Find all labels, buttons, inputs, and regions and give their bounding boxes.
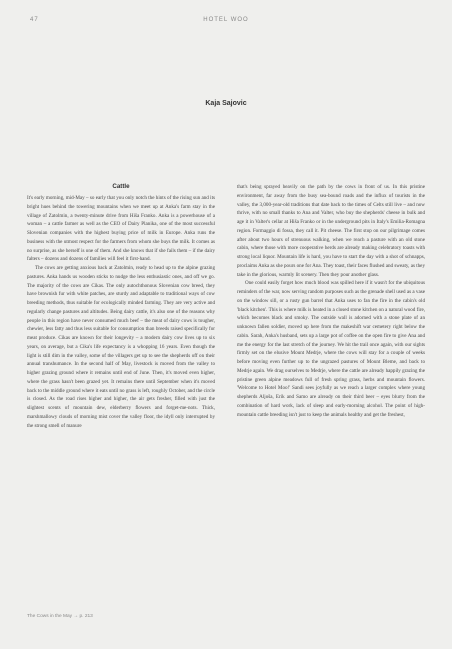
footer-note: The Cows in the May → p. 213 bbox=[27, 614, 93, 619]
section-title: Cattle bbox=[112, 183, 130, 190]
right-column bbox=[237, 183, 425, 608]
author-name: Kaja Sajovic bbox=[205, 100, 247, 107]
left-column bbox=[27, 183, 215, 608]
page-number: 47 bbox=[30, 17, 39, 23]
paragraph: It's early morning, mid-May – so early that you only notch the hints of the rising sun and its bright hues behind the towering mountains when we meet up at Anka's farm stay in the village of Zatolmin, a twenty-minute drive from Hiša Franko. Anka is a powerhouse of a woman – a cattle farmer as well as the CEO of Dairy Planika, one of the most successful Slovenian companies with the highest buying price of milk in Europe. Anka runs the business with the utmost respect for the farmers from whom she buys the milk. It comes as no surprise, as she herself is one of them. And she knows that if she fails them – if the dairy falters – dozens and dozens of families will feel it first-hand. bbox=[27, 195, 215, 263]
paragraph: The cows are getting anxious back at Zatolmin, ready to head up to the alpine grazing pastures. Anka hands us wooden sticks to nudge the less enthusiastic ones, and off we go. The majority of the cows are Cikas. The only autochthonous Slovenian cow breed, they have brownish fur with white patches, are sturdy and adaptable to traditional ways of cow breeding methods, thus suitable for ecologically minded farming. They are very active and regularly change pastures and altitudes. Being dairy cattle, it's also one of the reasons why people in this region have never consumed much beef – the meat of dairy cows is tougher, chewier, less fatty and thus less suitable for consumption than breeds raised specifically for meat produce. Cikas are known for their longevity – a modern dairy cow lives up to six years, on average, but a Cika's life expectancy is a whopping 16 years. Even though the light is still dim in the valley, some of the villagers get up to see the shepherds off on their annual transhumance. In the second half of May, livestock is moved from the valley to higher grazing ground where it remains until end of June. Then, it's moved even higher, where the grass hasn't been grazed yet. It remains there until September when it's moved back to the middle ground where it eats until no grass is left, roughly October, and the circle is closed. As the road rises higher and higher, the air gets fresher, filled with just the slightest scents of mountain dew, elderberry flowers and forget-me-nots. Thick, marshmallowy clouds of morning mist cover the valley floor, the idyll only interrupted by the strong smell of manure bbox=[27, 265, 215, 429]
paragraph: One could easily forget how much blood was spilled here if it wasn't for the ubiquitous reminders of the war, now serving random purposes such as the grenade shell used as a vase on the window sill, or a rusty gun barrel that Anka uses to fan the fire in the cabin's old 'black kitchen'. This is where milk is heated in a closed stone kitchen on a natural wood fire, which becomes black and smoky. The outside wall is adorned with a stone plate of an unknown fallen soldier, moved up here from the makeshift war cemetery right below the cabin. Sarah, Anka's husband, sets up a large pot of coffee on the open fire to give Ana and me the energy for the last stretch of the journey. We hit the trail once again, with our sights firmly set on the elusive Mount Medrje, where the cows will stay for a couple of weeks before moving even further up to the ungrazed pastures of Mount Bleme, and back to Medrje again. We drag ourselves to Medrje, where the cattle are already happily grazing the pristine green alpine meadows full of fresh spring grass, herbs and mountain flowers. 'Welcome to Hotel Moo!' Sandi sees joyfully as we reach a larger complex where young shepherds Aljoša, Erik and Samo are already on their third beer – eyes blurry from the combination of hard work, lack of sleep and early-morning alcohol. The point of high-mountain cattle breeding isn't just to keep the animals healthy and get the freshest, bbox=[237, 280, 425, 418]
paragraph: that's being sprayed heavily on the path by the cows in front of us. In this pristine environment, far away from the busy sea-bound roads and the influx of tourists in the valley, the 3,000-year-old traditions that date back to the times of Celts still live – and now thrive, with no small thanks to Ana and Valter, who buy the shepherds' cheese in bulk and age it in Valter's cellar at Hiša Franko or in the underground pits in Italy's Emilia-Romagna region. Formaggio di fossa, they call it. Pit cheese. The first stop on our pilgrimage comes after about two hours of strenuous walking, when we reach a pasture with an old stone cabin, where those with more cooperative herds are already making celebratory toasts with strong local liquor. Mountain life is hard, you have to start the day with a shot of schnapps, proclaims Anka as she pours one for Ana. They toast, their faces flushed and sweaty, as they take in the glorious, warmly lit scenery. Then they pour another glass. bbox=[237, 184, 425, 278]
running-head: HOTEL WOO bbox=[203, 17, 249, 23]
